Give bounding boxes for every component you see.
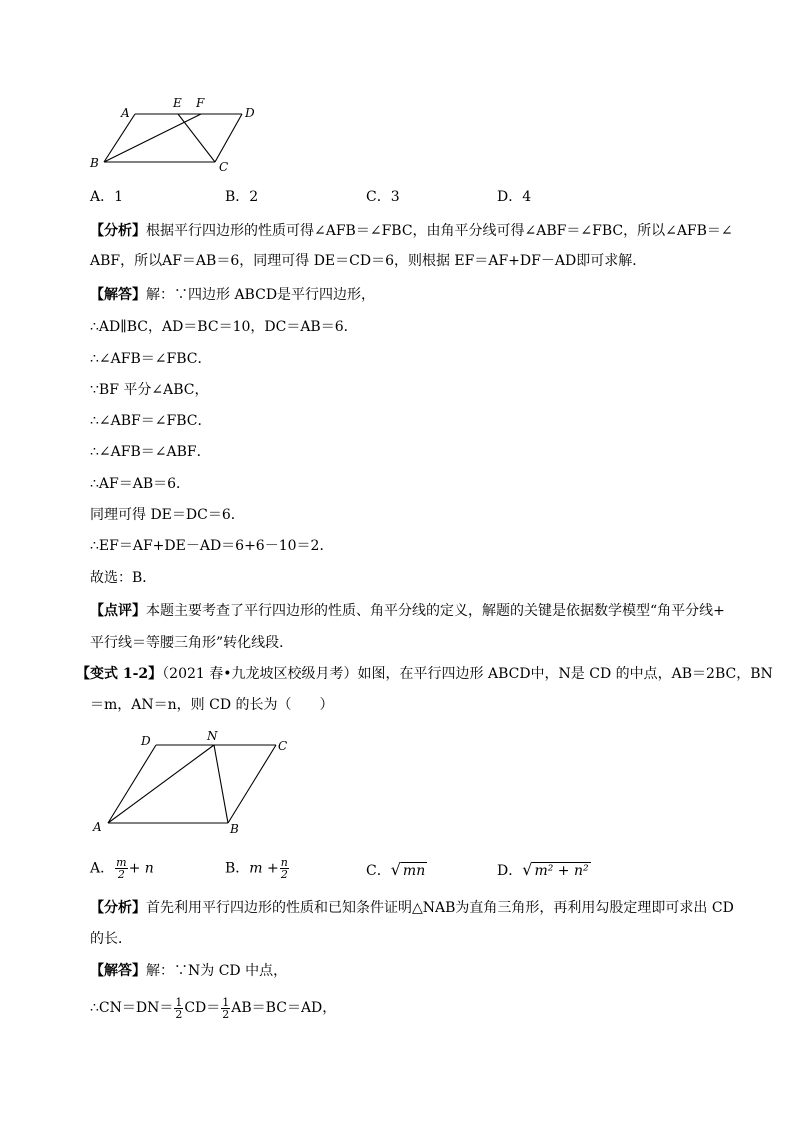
solution1-tag: 【解答】 [90, 287, 146, 303]
solution1-line8: 同理可得 DE＝DC＝6． [90, 507, 245, 523]
side-bc [228, 745, 276, 823]
analysis1-text1: 根据平行四边形的性质可得∠AFB＝∠FBC，由角平分线可得∠ABF＝∠FBC，所以∠AFB＝∠ [146, 223, 733, 239]
analysis2-line2: 的长． [90, 931, 132, 947]
option-c: C．3 [366, 189, 400, 205]
fraction-2-denominator: 2 [222, 1007, 230, 1021]
solution1-line1 [90, 285, 375, 305]
segment-bf [104, 114, 201, 162]
figure-parallelogram-2 [85, 725, 305, 840]
option-a-fraction [115, 857, 127, 880]
option-a-denominator: 2 [117, 868, 125, 881]
side-dc [215, 114, 242, 162]
segment-bn [214, 745, 228, 823]
option-c-radicand: mn [402, 863, 426, 879]
solution2-tail: AB＝BC＝AD， [231, 1000, 337, 1016]
solution1-line2: ∴AD∥BC，AD＝BC＝10，DC＝AB＝6． [90, 319, 358, 335]
option-b-head: m + [249, 860, 279, 877]
solution2-line1 [90, 961, 287, 981]
label-e: E [173, 96, 182, 110]
variant-line1 [76, 664, 773, 684]
comment1-line1 [90, 601, 725, 621]
option-b-numerator: n [280, 856, 288, 869]
segment-an [108, 745, 214, 823]
solution1-line10: 故选：B． [90, 570, 157, 586]
option-b: B．2 [225, 189, 259, 205]
variant-line2: ＝m，AN＝n，则 CD 的长为（ ） [90, 697, 334, 713]
solution2-text1: 解：∵N为 CD 中点， [146, 963, 288, 979]
option-d-radicand: m² + n² [534, 863, 589, 879]
solution2-fraction-2 [221, 997, 230, 1020]
label-n: N [207, 729, 218, 743]
analysis1-line1 [90, 221, 733, 241]
option-a-tail: + n [128, 860, 154, 877]
analysis1-line2: ABF，所以AF＝AB＝6，同理可得 DE＝CD＝6，则根据 EF＝AF+DF－AD即可求解． [90, 253, 647, 269]
option-a [90, 857, 154, 880]
solution1-line3: ∴∠AFB＝∠FBC． [90, 351, 212, 367]
figure-parallelogram-1 [85, 95, 265, 180]
label-c: C [278, 739, 288, 753]
solution2-fraction-1 [174, 997, 183, 1020]
sqrt-sign-icon: √ [390, 860, 401, 879]
analysis2-text1: 首先利用平行四边形的性质和已知条件证明△NAB为直角三角形，再利用勾股定理即可求出 CD [146, 900, 734, 916]
comment1-line2: 平行线＝等腰三角形”转化线段． [90, 635, 294, 651]
option-a: A．1 [90, 189, 124, 205]
label-c: C [219, 160, 229, 174]
fraction-2-numerator: 1 [222, 995, 230, 1009]
option-b-prefix: B． [225, 860, 250, 877]
analysis1-tag: 【分析】 [90, 223, 146, 239]
solution1-line4: ∵BF 平分∠ABC， [90, 382, 209, 398]
comment1-text1: 本题主要考查了平行四边形的性质、角平分线的定义，解题的关键是依据数学模型“角平分线+ [146, 603, 725, 619]
variant-text1: （2021 春•九龙坡区校级月考）如图，在平行四边形 ABCD中，N是 CD 的中点，AB＝2BC，BN [162, 666, 773, 682]
solution1-text1: 解：∵四边形 ABCD是平行四边形， [146, 287, 376, 303]
label-a: A [121, 106, 130, 120]
solution2-tag: 【解答】 [90, 963, 146, 979]
label-f: F [196, 96, 205, 110]
side-ad [108, 745, 156, 823]
solution2-head: ∴CN＝DN＝ [90, 1000, 174, 1016]
solution2-mid: CD＝ [184, 1000, 221, 1016]
variant-tag: 【变式 1-2】 [76, 666, 163, 682]
label-d: D [245, 106, 255, 120]
solution2-line2 [90, 993, 336, 1023]
option-d: D．4 [497, 189, 532, 205]
option-b [225, 857, 290, 880]
option-c-prefix: C． [366, 863, 391, 879]
solution1-line7: ∴AF＝AB＝6． [90, 476, 191, 492]
analysis2-line1 [90, 898, 734, 918]
fraction-1-numerator: 1 [175, 995, 183, 1009]
sqrt-sign-icon: √ [522, 860, 533, 879]
option-d [497, 860, 591, 880]
option-d-prefix: D． [497, 863, 523, 879]
comment1-tag: 【点评】 [90, 603, 146, 619]
label-d: D [141, 734, 151, 748]
analysis2-tag: 【分析】 [90, 900, 146, 916]
segment-ce [178, 114, 215, 162]
option-c [366, 860, 427, 880]
solution1-line5: ∴∠ABF＝∠FBC． [90, 413, 212, 429]
label-b: B [90, 156, 99, 170]
solution1-line9: ∴EF＝AF+DE－AD＝6+6－10＝2． [90, 538, 334, 554]
option-a-prefix: A． [90, 860, 115, 877]
option-a-numerator: m [116, 856, 127, 869]
option-b-denominator: 2 [280, 868, 288, 881]
label-b: B [230, 822, 239, 836]
solution1-line6: ∴∠AFB＝∠ABF． [90, 444, 211, 460]
fraction-1-denominator: 2 [175, 1007, 183, 1021]
option-b-fraction [280, 857, 289, 880]
label-a: A [93, 820, 102, 834]
